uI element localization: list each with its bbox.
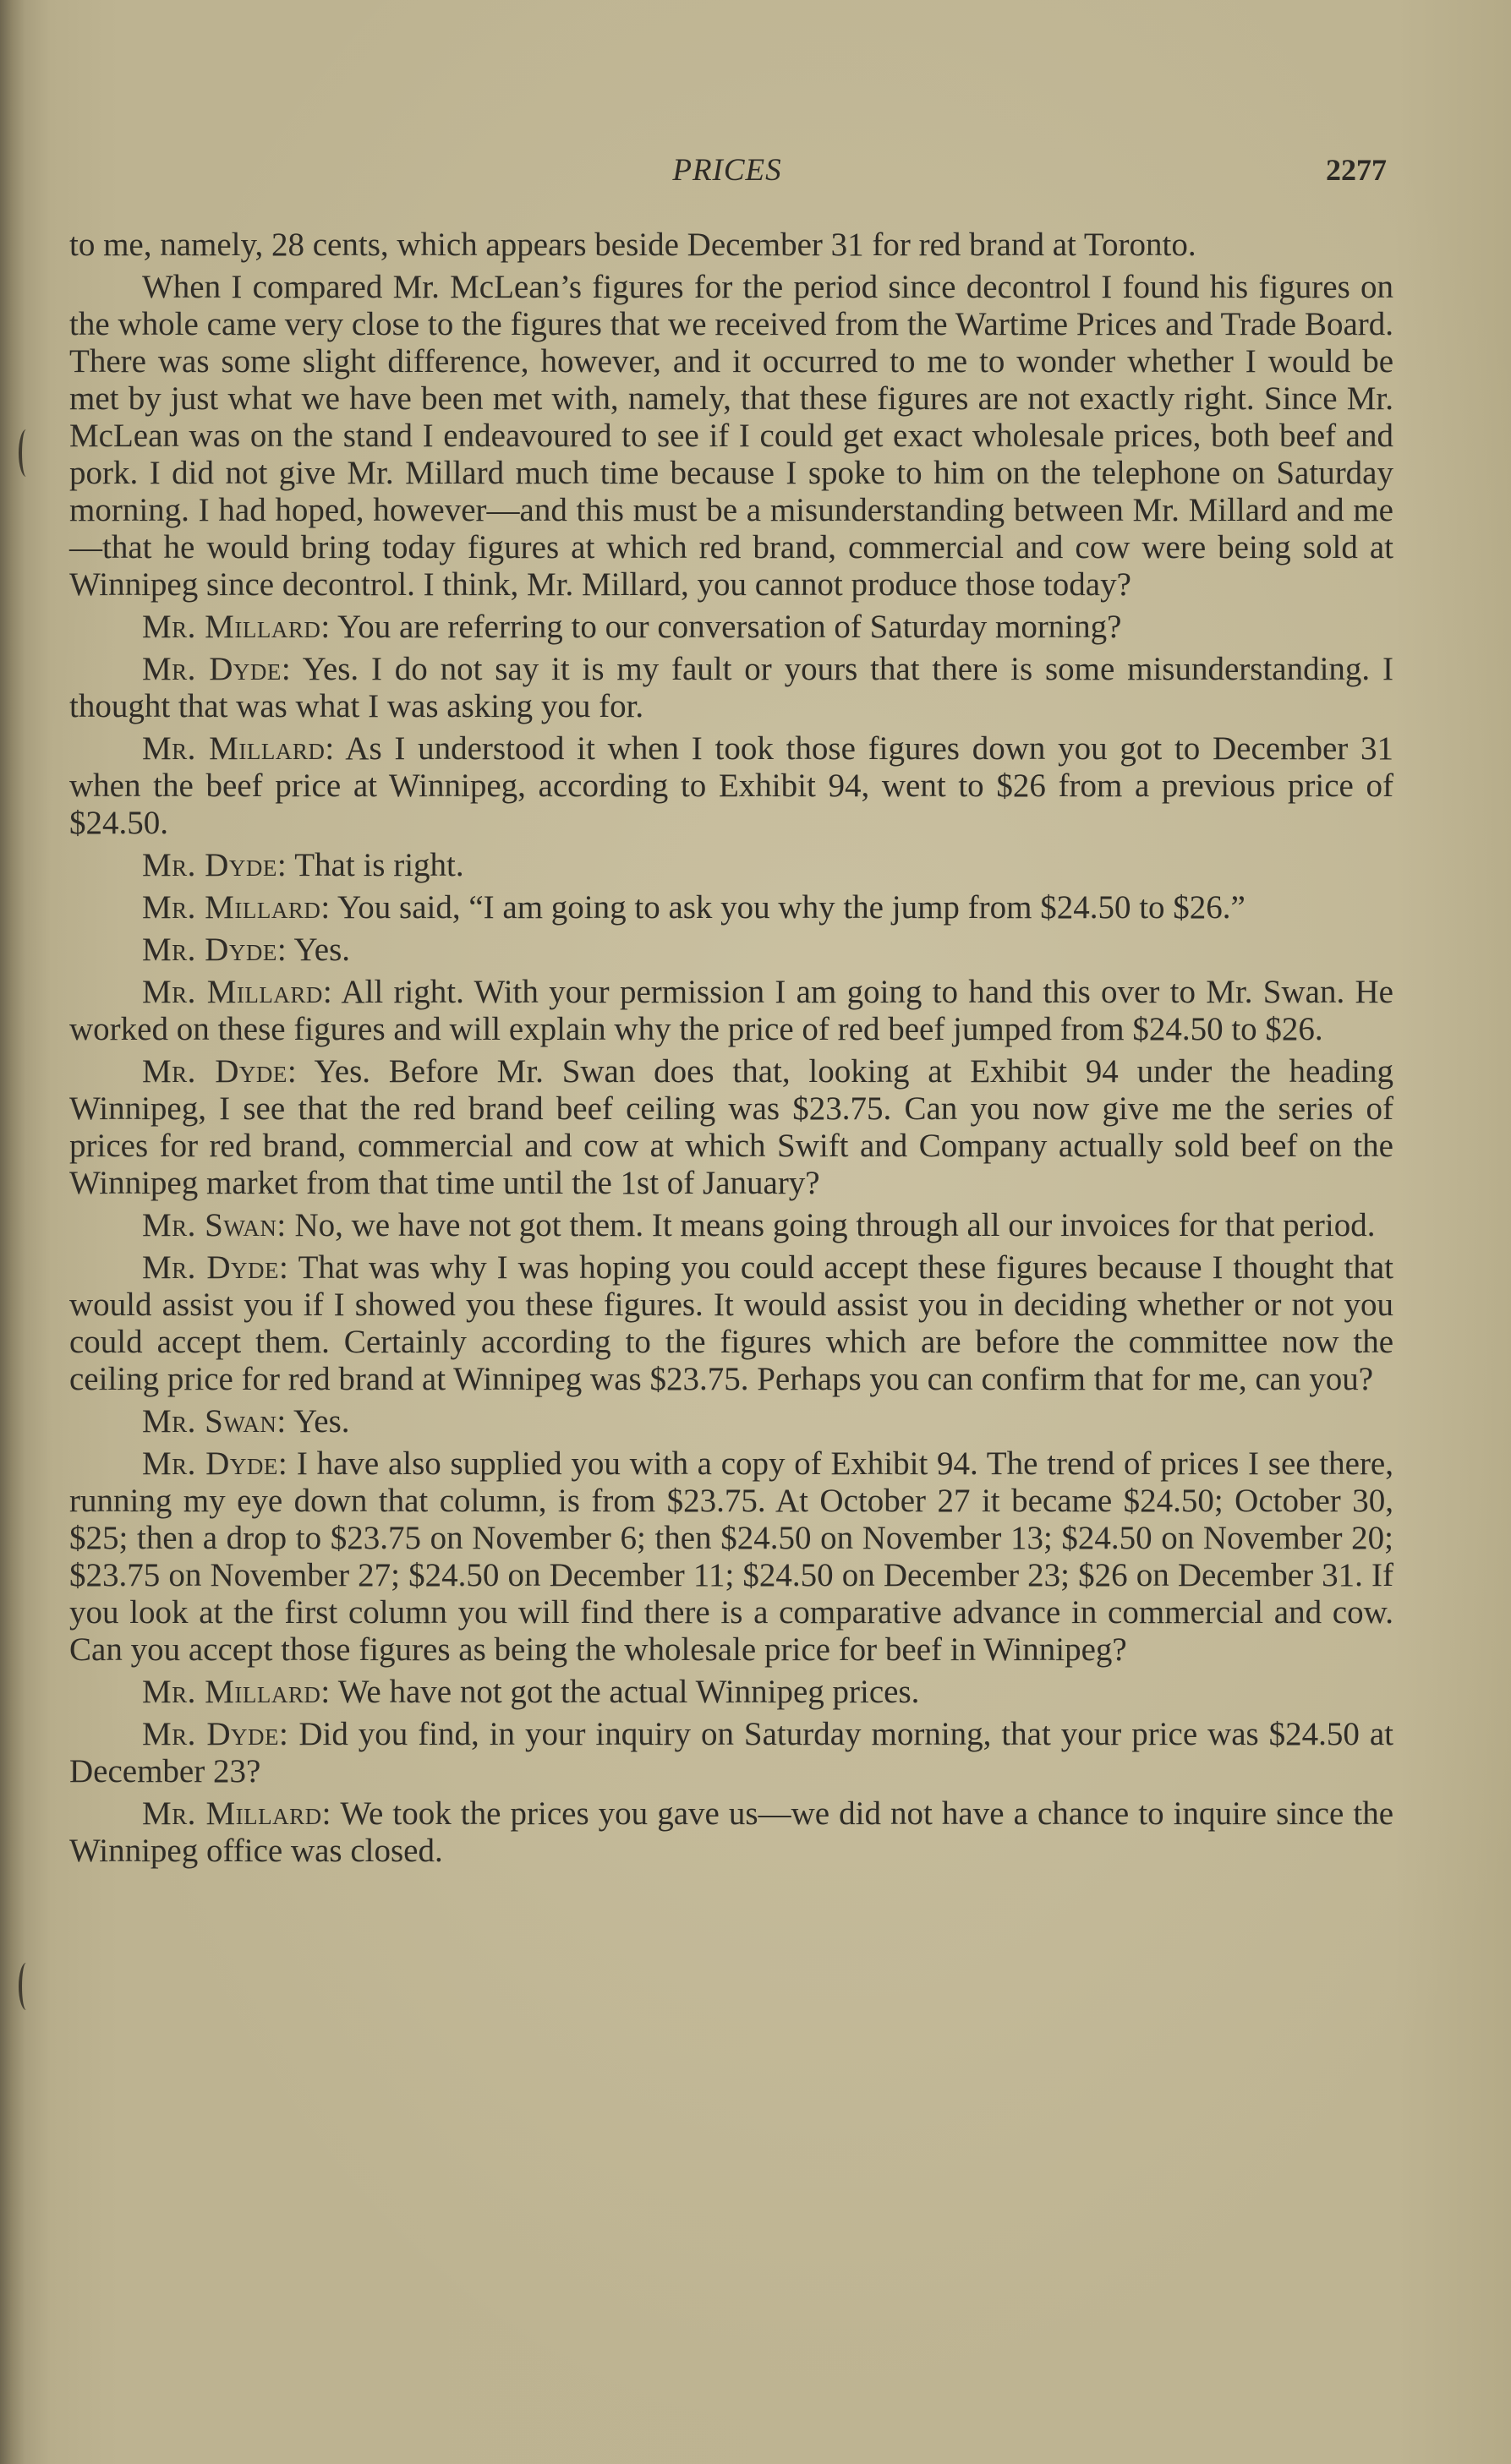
paragraph-text: You said, “I am going to ask you why the jump from $24.50 to $26.” — [337, 889, 1245, 926]
paragraph-text: Yes. I do not say it is my fault or yours that there is some misunderstanding. I thought that was what I was asking you for. — [69, 651, 1393, 724]
paragraph-text: Did you find, in your inquiry on Saturday morning, that your price was $24.50 at December 23? — [69, 1716, 1393, 1789]
binding-mark — [19, 429, 34, 477]
paragraph-text: We have not got the actual Winnipeg prices. — [337, 1674, 920, 1710]
speaker-label: Mr. Millard: — [142, 730, 335, 767]
paragraph — [69, 651, 1393, 725]
paragraph — [69, 1053, 1393, 1202]
paragraph — [69, 889, 1393, 926]
speaker-label: Mr. Millard: — [142, 1795, 331, 1832]
paragraph-text: to me, namely, 28 cents, which appears beside December 31 for red brand at Toronto. — [69, 227, 1196, 263]
paragraph-text: We took the prices you gave us—we did not have a chance to inquire since the Winnipeg office was closed. — [69, 1795, 1394, 1869]
speaker-label: Mr. Dyde: — [142, 651, 292, 687]
paragraph-text: No, we have not got them. It means going through all our invoices for that period. — [294, 1207, 1376, 1243]
page-header — [68, 152, 1387, 194]
speaker-label: Mr. Dyde: — [142, 1249, 289, 1286]
paragraph-text: When I compared Mr. McLean’s figures for the period since decontrol I found his figures on the whole came very close to the figures that we received from the Wartime Prices and Trade Board. There was some slight difference, however, and it occurred to me to wonder whether I would be met by just what we have been met with, namely, that these figures are not exactly right. Since Mr. McLean was on the stand I endeavoured to see if I could get exact wholesale prices, both beef and pork. I did not give Mr. Millard much time because I spoke to him on the telephone on Saturday morning. I had hoped, however—and this must be a misunderstanding between Mr. Millard and me—that he would bring today figures at which red brand, commercial and cow were being sold at Winnipeg since decontrol. I think, Mr. Millard, you cannot produce those today? — [69, 269, 1393, 603]
speaker-label: Mr. Dyde: — [142, 932, 287, 968]
paragraph — [69, 1674, 1393, 1711]
paragraph — [69, 269, 1393, 604]
paragraph — [69, 227, 1393, 264]
body-text — [69, 227, 1393, 1875]
paragraph-text: You are referring to our conversation of Saturday morning? — [337, 609, 1122, 645]
speaker-label: Mr. Dyde: — [142, 1445, 288, 1482]
speaker-label: Mr. Swan: — [142, 1207, 287, 1243]
speaker-label: Mr. Swan: — [142, 1403, 287, 1440]
speaker-label: Mr. Millard: — [142, 609, 331, 645]
paragraph — [69, 1795, 1393, 1870]
paragraph — [69, 932, 1393, 969]
paragraph-text: All right. With your permission I am going to hand this over to Mr. Swan. He worked on these figures and will explain why the price of red beef jumped from $24.50 to $26. — [69, 974, 1393, 1047]
paragraph — [69, 1445, 1393, 1669]
speaker-label: Mr. Dyde: — [142, 1716, 289, 1752]
paragraph-text: Yes. Before Mr. Swan does that, looking at Exhibit 94 under the heading Winnipeg, I see that the red brand beef ceiling was $23.75. Can you now give me the series of prices for red brand, commercial and cow at which Swift and Company actually sold beef on the Winnipeg market from that time until the 1st of January? — [69, 1053, 1394, 1201]
paragraph — [69, 1249, 1393, 1398]
paragraph-text: Yes. — [293, 1403, 350, 1440]
binding-mark — [19, 1963, 34, 2010]
paragraph-text: As I understood it when I took those figures down you got to December 31 when the beef price at Winnipeg, according to Exhibit 94, went to $26 from a previous price of $24.50. — [69, 730, 1393, 841]
speaker-label: Mr. Dyde: — [142, 847, 287, 883]
paragraph-text: I have also supplied you with a copy of Exhibit 94. The trend of prices I see there, running my eye down that column, is from $23.75. At October 27 it became $24.50; October 30, $25; then a drop to $23.75 on November 6; then $24.50 on November 13; $24.50 on November 20; $23.75 on November 27; $24.50 on December 11; $24.50 on December 23; $26 on December 31. If you look at the first column you will find there is a comparative advance in commercial and cow. Can you accept those figures as being the wholesale price for beef in Winnipeg? — [69, 1445, 1393, 1668]
speaker-label: Mr. Millard: — [142, 1674, 331, 1710]
speaker-label: Mr. Millard: — [142, 889, 331, 926]
running-head: PRICES — [672, 153, 782, 188]
speaker-label: Mr. Dyde: — [142, 1053, 298, 1090]
paragraph — [69, 974, 1393, 1048]
paragraph — [69, 730, 1393, 842]
paragraph-text: Yes. — [293, 932, 350, 968]
paragraph — [69, 1403, 1393, 1440]
page-number: 2277 — [1326, 153, 1387, 187]
paragraph — [69, 609, 1393, 646]
paragraph — [69, 1716, 1393, 1790]
paragraph — [69, 1207, 1393, 1244]
speaker-label: Mr. Millard: — [142, 974, 333, 1010]
paragraph-text: That is right. — [294, 847, 464, 883]
paragraph — [69, 847, 1393, 884]
paragraph-text: That was why I was hoping you could accept these figures because I thought that would assist you if I showed you these figures. It would assist you in deciding whether or not you could accept them. Certainly according to the figures which are before the committee now the ceiling price for red brand at Winnipeg was $23.75. Perhaps you can confirm that for me, can you? — [69, 1249, 1394, 1397]
